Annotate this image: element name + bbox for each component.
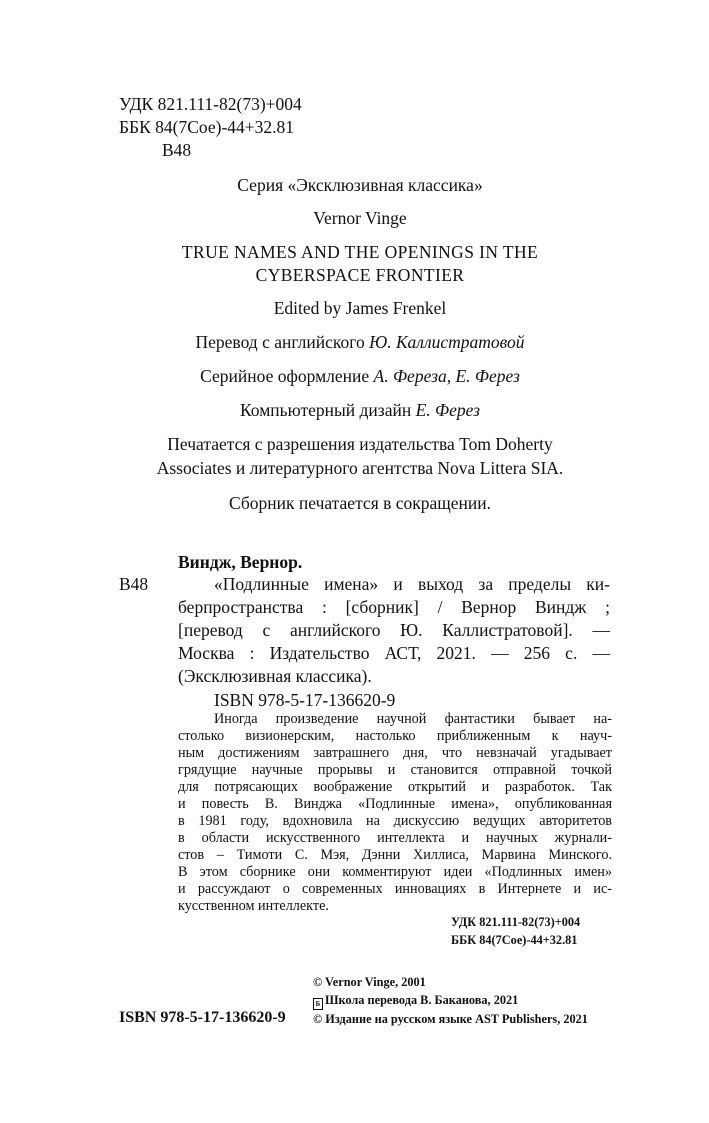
catalog-mark: В48 [119,574,149,594]
annotation-line: и повесть В. Винджа «Подлинные имена», опубликованная [178,796,612,812]
computer-designer: Е. Ферез [415,400,480,420]
author-mark: В48 [162,140,192,160]
original-author: Vernor Vinge [313,208,407,228]
translation-school-logo-icon: Б [313,998,323,1010]
edited-by: Edited by James Frenkel [273,298,447,318]
catalog-desc-line: [перевод с английского Ю. Каллистратовой]. — [178,620,610,640]
annotation-line: В этом сборнике они комментируют идеи «Подлинных имен» [178,864,612,880]
catalog-author-heading: Виндж, Вернор. [178,552,303,572]
abridged-note: Сборник печатается в сокращении. [228,493,492,513]
catalog-desc-line: берпространства : [сборник] / Вернор Виндж ; [178,597,610,617]
computer-design-credit: Компьютерный дизайн Е. Ферез [240,400,480,420]
annotation-line: ным достижениям завтрашнего дня, что невзначай угадывает [178,745,612,761]
annotation-line: грядущие научные прорывы и становится отправной точкой [178,762,612,778]
bbk-code: ББК 84(7Сое)-44+32.81 [119,117,295,137]
catalog-isbn: ISBN 978-5-17-136620-9 [214,690,396,710]
annotation-line: столько визионерским, настолько приближенным к науч- [178,728,612,744]
original-title-line2: CYBERSPACE FRONTIER [255,265,465,285]
catalog-desc-line: «Подлинные имена» и выход за пределы ки- [214,574,610,594]
series-designers: А. Фереза, Е. Ферез [373,366,520,386]
annotation-line: для потрясающих воображение открытий и разработок. Так [178,779,612,795]
translator-name: Ю. Каллистратовой [369,332,525,352]
permission-line1: Печатается с разрешения издательства Tom Doherty [167,434,553,454]
series-name: Серия «Эксклюзивная классика» [237,175,483,195]
annotation-line: стов – Тимоти С. Мэя, Дэнни Хиллиса, Марвина Минского. [178,847,612,863]
permission-line2: Associates и литературного агентства Nova Littera SIA. [156,458,564,478]
copyright-author: © Vernor Vinge, 2001 [313,975,426,989]
annotation-line: в 1981 году, вдохновила на дискуссию ведущих авторитетов [178,813,612,829]
catalog-desc-line: Москва : Издательство АСТ, 2021. — 256 с. — [178,643,610,663]
copyright-translation: Б Школа перевода В. Баканова, 2021 [313,993,518,1008]
original-title-line1: TRUE NAMES AND THE OPENINGS IN THE [181,242,539,262]
annotation-line: кусственном интеллекте. [178,898,329,914]
copyright-edition: © Издание на русском языке AST Publishers, 2021 [313,1012,588,1026]
annotation-line: Иногда произведение научной фантастики бывает на- [214,711,612,727]
translation-credit: Перевод с английского Ю. Каллистратовой [195,332,525,352]
catalog-desc-line: (Эксклюзивная классика). [178,666,372,686]
annotation-line: и рассуждают о современных инновациях в Интернете и ис- [178,881,612,897]
annotation-line: в области искусственного интеллекта и научных журнали- [178,830,612,846]
catalog-udk-footer: УДК 821.111-82(73)+004 [451,915,581,929]
isbn-bold: ISBN 978-5-17-136620-9 [119,1009,286,1026]
catalog-bbk-footer: ББК 84(7Сое)-44+32.81 [451,933,578,947]
series-design-credit: Серийное оформление А. Фереза, Е. Ферез [200,366,520,386]
udk-code: УДК 821.111-82(73)+004 [119,94,302,114]
